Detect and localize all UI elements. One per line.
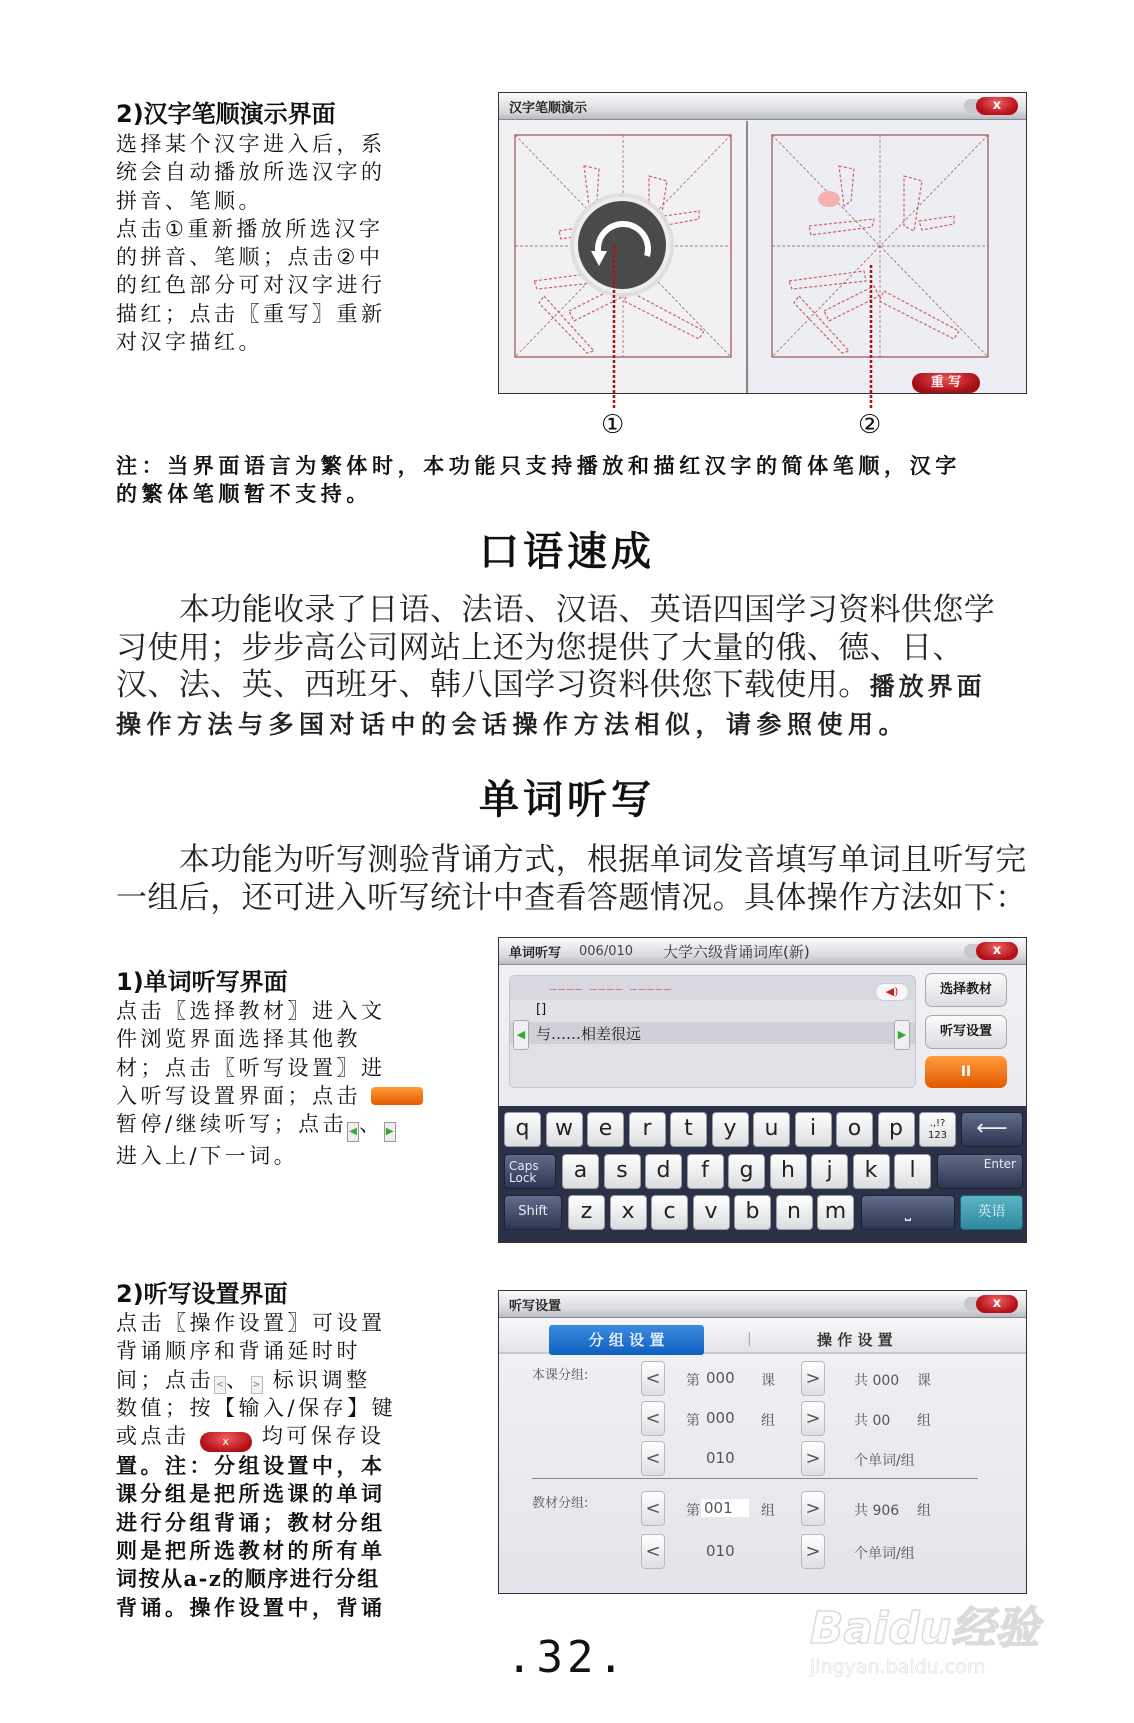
text-line: 选择某个汉字进入后，系	[116, 132, 386, 156]
progress-counter: 006/010	[579, 943, 634, 959]
key-t[interactable]: t	[670, 1112, 707, 1147]
text-line: 描红；点击〖重写〗重新	[116, 301, 386, 326]
key-d[interactable]: d	[645, 1154, 682, 1189]
text-line: 件浏览界面选择其他教	[116, 1027, 361, 1052]
text-line: 点击①重新播放所选汉字	[116, 216, 384, 241]
section-title-dictation: 1)单词听写界面	[116, 968, 288, 996]
dictation-dialog	[498, 937, 1027, 1243]
dictation-paragraph	[116, 842, 1027, 917]
key-q[interactable]: q	[504, 1112, 541, 1147]
separator: 、	[359, 1112, 384, 1137]
row-total: 个单词/组	[854, 1546, 915, 1562]
label-lesson-group: 本课分组:	[532, 1368, 589, 1383]
key-a[interactable]: a	[562, 1154, 599, 1189]
section-title-settings: 2)听写设置界面	[116, 1280, 288, 1308]
word-meaning: 与……相差很远	[536, 1025, 642, 1043]
key-backspace[interactable]: ⟵	[961, 1112, 1023, 1147]
tab-separator: |	[747, 1331, 752, 1347]
row-value[interactable]: 001	[701, 1499, 749, 1517]
speaker-button[interactable]: ◀)	[875, 983, 909, 1001]
dialog-title-bar	[499, 938, 1026, 965]
row-value: 000	[706, 1409, 735, 1427]
dialog-title: 听写设置	[509, 1298, 562, 1314]
increment-button[interactable]: >	[801, 1534, 825, 1569]
text-line: 点击〖操作设置〗可设置	[116, 1311, 386, 1335]
key-y[interactable]: y	[712, 1112, 749, 1147]
increment-button[interactable]: >	[801, 1441, 825, 1476]
key-m[interactable]: m	[817, 1195, 854, 1230]
tab-operation-settings[interactable]: 操 作 设 置	[817, 1331, 893, 1349]
key-p[interactable]: p	[878, 1112, 915, 1147]
key-symbols[interactable]: .,!? 123	[919, 1112, 956, 1147]
row-prefix: 第	[686, 1503, 700, 1519]
text-line: 标识调整	[272, 1367, 371, 1392]
word-panel	[509, 975, 916, 1088]
text-line: 本功能收录了日语、法语、汉语、英语四国学习资料供您学	[116, 592, 996, 628]
text-line: 对汉字描红。	[116, 330, 263, 355]
row-value: 000	[706, 1369, 735, 1387]
key-u[interactable]: u	[753, 1112, 790, 1147]
key-f[interactable]: f	[687, 1154, 724, 1189]
text-line: 材；点击〖听写设置〗进	[116, 1055, 386, 1080]
key-shift[interactable]: Shift	[504, 1195, 562, 1230]
settings-description	[116, 1309, 396, 1622]
pause-icon	[371, 1087, 423, 1105]
text-line: 进入上/下一词。	[116, 1144, 299, 1169]
text-line: 背诵顺序和背诵延时时	[116, 1339, 361, 1364]
rewrite-button[interactable]: 重 写	[912, 373, 980, 393]
row-unit: 组	[761, 1413, 775, 1429]
callout-2: ②	[858, 410, 882, 440]
text-line: 本功能为听写测验背诵方式，根据单词发音填写单词且听写完	[116, 842, 1027, 878]
key-h[interactable]: h	[770, 1154, 807, 1189]
text-line: 的红色部分可对汉字进行	[116, 273, 386, 298]
tab-group-settings[interactable]: 分 组 设 置	[549, 1325, 704, 1355]
key-c[interactable]: c	[651, 1195, 688, 1230]
divider	[532, 1478, 978, 1479]
close-button[interactable]: x	[976, 942, 1018, 960]
decrement-button[interactable]: <	[641, 1401, 665, 1436]
text-line: 入听写设置界面；点击	[116, 1083, 361, 1108]
text-bold: 词按从a-z的顺序进行分组	[116, 1566, 380, 1592]
row-prefix: 第	[686, 1413, 700, 1429]
row-total: 共 00 组	[854, 1413, 931, 1429]
text-bold: 则是把所选教材的所有单	[116, 1538, 386, 1564]
close-button[interactable]: x	[976, 1295, 1018, 1313]
key-r[interactable]: r	[629, 1112, 666, 1147]
next-arrow-icon: ▶	[384, 1122, 396, 1142]
key-k[interactable]: k	[853, 1154, 890, 1189]
dictation-description	[116, 997, 423, 1170]
watermark-brand: Baidu经验	[810, 1603, 1040, 1654]
stroke-note	[116, 452, 961, 509]
settings-dialog	[498, 1290, 1027, 1594]
text-bold: 背诵。操作设置中，背诵	[116, 1594, 386, 1620]
text-bold: 操作方法与多国对话中的会话操作方法相似，请参照使用。	[116, 709, 910, 739]
key-language[interactable]: 英语	[960, 1195, 1023, 1230]
text-line: 统会自动播放所选汉字的	[116, 160, 386, 185]
text-line: 点击〖选择教材〗进入文	[116, 999, 386, 1023]
callout-lines	[0, 0, 1134, 420]
next-word-button[interactable]: ▶	[894, 1020, 910, 1050]
close-icon: x	[200, 1432, 252, 1452]
text-line: 间；点击	[116, 1367, 214, 1392]
key-l[interactable]: l	[894, 1154, 931, 1189]
key-x[interactable]: x	[610, 1195, 647, 1230]
key-i[interactable]: i	[795, 1112, 832, 1147]
text-line: 一组后，还可进入听写统计中查看答题情况。具体操作方法如下：	[116, 879, 1027, 916]
book-name: 大学六级背诵词库(新)	[663, 942, 810, 961]
heading-oral: 口语速成	[479, 529, 655, 575]
key-n[interactable]: n	[776, 1195, 813, 1230]
heading-dictation: 单词听写	[479, 777, 655, 823]
text-bold: 进行分组背诵；教材分组	[116, 1509, 386, 1535]
baidu-watermark	[810, 1592, 1039, 1678]
right-arrow-icon: >	[251, 1376, 263, 1394]
increment-button[interactable]: >	[801, 1491, 825, 1526]
prev-word-button[interactable]: ◀	[513, 1020, 529, 1050]
key-o[interactable]: o	[836, 1112, 873, 1147]
decrement-button[interactable]: <	[641, 1491, 665, 1526]
row-total: 个单词/组	[854, 1453, 915, 1469]
row-total: 共 906 组	[854, 1503, 931, 1519]
row-prefix: 第	[686, 1373, 700, 1389]
close-button[interactable]: x	[976, 97, 1018, 115]
text-line: 习使用；步步高公司网站上还为您提供了大量的俄、德、日、	[116, 629, 964, 666]
key-g[interactable]: g	[728, 1154, 765, 1189]
callout-1: ①	[601, 410, 625, 440]
row-unit: 课	[761, 1373, 775, 1389]
left-arrow-icon: <	[214, 1376, 226, 1394]
note-line: 注：当界面语言为繁体时，本功能只支持播放和描红汉字的简体笔顺，汉字	[116, 453, 961, 478]
key-b[interactable]: b	[734, 1195, 771, 1230]
text-line: 汉、法、英、西班牙、韩八国学习资料供您下载使用。	[116, 667, 870, 703]
row-total: 共 000 课	[854, 1373, 931, 1389]
dialog-title-bar	[499, 1291, 1026, 1318]
key-space[interactable]: ⎵	[861, 1195, 955, 1230]
oral-paragraph	[116, 592, 995, 743]
row-value: 010	[706, 1449, 735, 1467]
row-unit: 组	[761, 1503, 775, 1519]
pause-button[interactable]: II	[925, 1056, 1007, 1088]
text-line: 均可保存设	[261, 1424, 385, 1449]
increment-button[interactable]: >	[801, 1361, 825, 1396]
text-bold: 置。注：分组设置中，本	[116, 1453, 386, 1479]
text-line: 拼音、笔顺。	[116, 188, 263, 213]
dialog-title: 单词听写	[509, 945, 562, 961]
key-s[interactable]: s	[604, 1154, 641, 1189]
dialog-title: 汉字笔顺演示	[509, 100, 588, 116]
key-enter[interactable]: Enter	[937, 1154, 1023, 1189]
label-book-group: 教材分组:	[532, 1496, 589, 1511]
decrement-button[interactable]: <	[641, 1441, 665, 1476]
key-j[interactable]: j	[811, 1154, 848, 1189]
prev-arrow-icon: ◀	[347, 1122, 359, 1142]
text-line: 或点击	[116, 1424, 190, 1449]
select-book-button[interactable]: 选择教材	[925, 973, 1007, 1007]
decrement-button[interactable]: <	[641, 1534, 665, 1569]
decrement-button[interactable]: <	[641, 1361, 665, 1396]
increment-button[interactable]: >	[801, 1401, 825, 1436]
text-bold: 课分组是把所选课的单词	[116, 1481, 386, 1507]
key-w[interactable]: w	[546, 1112, 583, 1147]
row-value: 010	[706, 1542, 735, 1560]
keyboard	[499, 1106, 1027, 1243]
text-bold: 播放界面	[869, 672, 986, 701]
note-line: 的繁体笔顺暂不支持。	[116, 481, 372, 507]
key-caps-lock[interactable]: Caps Lock	[504, 1154, 556, 1189]
text-line: 暂停/继续听写；点击	[116, 1112, 348, 1137]
separator: 、	[226, 1367, 251, 1392]
dictation-settings-button[interactable]: 听写设置	[925, 1015, 1007, 1049]
text-line: 的拼音、笔顺；点击②中	[116, 245, 384, 270]
page-number: .32.	[506, 1632, 628, 1683]
text-line: 数值；按【输入/保存】键	[116, 1395, 397, 1420]
key-z[interactable]: z	[568, 1195, 605, 1230]
watermark-url: jingyan.baidu.com	[810, 1656, 986, 1678]
key-e[interactable]: e	[587, 1112, 624, 1147]
answer-blanks: ____ ____ _____	[550, 976, 673, 991]
key-v[interactable]: v	[693, 1195, 730, 1230]
section-title-stroke: 2)汉字笔顺演示界面	[116, 100, 336, 128]
phonetic: []	[536, 1002, 547, 1017]
